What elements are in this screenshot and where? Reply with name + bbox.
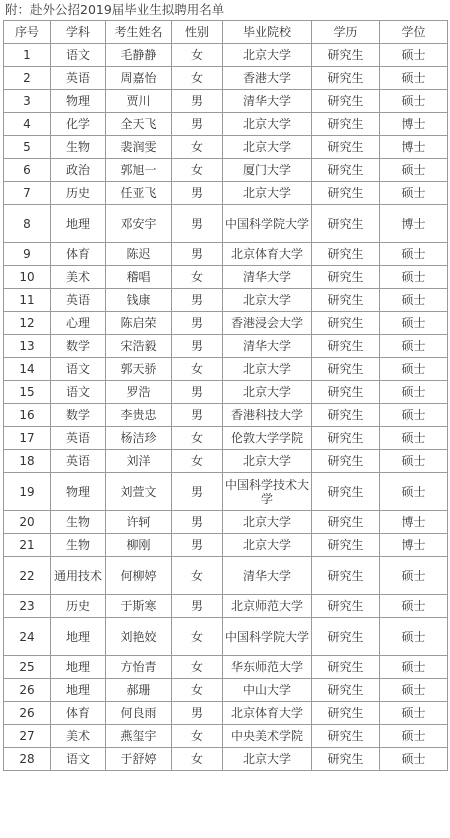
cell-school: 北京体育大学 <box>223 243 312 266</box>
table-row <box>4 679 448 702</box>
cell-index: 8 <box>4 205 51 243</box>
cell-subject: 物理 <box>51 90 106 113</box>
table-row <box>4 748 448 771</box>
cell-subject: 语文 <box>51 44 106 67</box>
table-header-row <box>4 21 448 44</box>
table-row <box>4 473 448 511</box>
cell-subject: 数学 <box>51 335 106 358</box>
table-row <box>4 159 448 182</box>
cell-school: 北京大学 <box>223 44 312 67</box>
table-row <box>4 136 448 159</box>
table-row <box>4 289 448 312</box>
cell-index: 13 <box>4 335 51 358</box>
cell-subject: 英语 <box>51 289 106 312</box>
cell-name: 何柳婷 <box>106 557 172 595</box>
cell-name: 裴润雯 <box>106 136 172 159</box>
document-caption: 附：赴外公招2019届毕业生拟聘用名单 <box>5 2 225 17</box>
cell-gender: 女 <box>172 266 223 289</box>
cell-gender: 男 <box>172 702 223 725</box>
cell-education: 研究生 <box>312 243 380 266</box>
table-row <box>4 67 448 90</box>
cell-school: 清华大学 <box>223 266 312 289</box>
cell-subject: 语文 <box>51 381 106 404</box>
cell-school: 华东师范大学 <box>223 656 312 679</box>
table-row <box>4 656 448 679</box>
cell-subject: 数学 <box>51 404 106 427</box>
cell-name: 许轲 <box>106 511 172 534</box>
cell-subject: 化学 <box>51 113 106 136</box>
cell-name: 陈迟 <box>106 243 172 266</box>
cell-index: 10 <box>4 266 51 289</box>
cell-name: 宋浩毅 <box>106 335 172 358</box>
cell-name: 罗浩 <box>106 381 172 404</box>
table-row <box>4 266 448 289</box>
cell-degree: 硕士 <box>380 595 448 618</box>
cell-school: 北京大学 <box>223 289 312 312</box>
cell-education: 研究生 <box>312 427 380 450</box>
cell-degree: 硕士 <box>380 618 448 656</box>
cell-education: 研究生 <box>312 113 380 136</box>
table-row <box>4 205 448 243</box>
cell-subject: 生物 <box>51 136 106 159</box>
table-row <box>4 182 448 205</box>
cell-index: 18 <box>4 450 51 473</box>
cell-degree: 硕士 <box>380 90 448 113</box>
cell-name: 郝珊 <box>106 679 172 702</box>
cell-index: 21 <box>4 534 51 557</box>
cell-school: 北京大学 <box>223 358 312 381</box>
cell-education: 研究生 <box>312 595 380 618</box>
cell-degree: 硕士 <box>380 679 448 702</box>
table-row <box>4 335 448 358</box>
cell-gender: 女 <box>172 450 223 473</box>
cell-index: 15 <box>4 381 51 404</box>
cell-school: 北京大学 <box>223 511 312 534</box>
cell-name: 郭天骄 <box>106 358 172 381</box>
cell-school: 香港科技大学 <box>223 404 312 427</box>
cell-gender: 女 <box>172 427 223 450</box>
cell-school: 北京大学 <box>223 748 312 771</box>
cell-education: 研究生 <box>312 266 380 289</box>
cell-education: 研究生 <box>312 534 380 557</box>
cell-school: 北京大学 <box>223 381 312 404</box>
cell-name: 稽唱 <box>106 266 172 289</box>
cell-school: 北京大学 <box>223 136 312 159</box>
cell-education: 研究生 <box>312 335 380 358</box>
cell-name: 陈启荣 <box>106 312 172 335</box>
cell-gender: 女 <box>172 159 223 182</box>
cell-education: 研究生 <box>312 381 380 404</box>
cell-subject: 英语 <box>51 427 106 450</box>
cell-name: 任亚飞 <box>106 182 172 205</box>
cell-subject: 地理 <box>51 679 106 702</box>
cell-gender: 女 <box>172 679 223 702</box>
cell-degree: 博士 <box>380 534 448 557</box>
cell-education: 研究生 <box>312 656 380 679</box>
cell-subject: 心理 <box>51 312 106 335</box>
cell-name: 刘艳姣 <box>106 618 172 656</box>
cell-school: 中国科学院大学 <box>223 205 312 243</box>
cell-degree: 硕士 <box>380 656 448 679</box>
cell-education: 研究生 <box>312 159 380 182</box>
cell-gender: 男 <box>172 511 223 534</box>
cell-name: 周嘉怡 <box>106 67 172 90</box>
cell-subject: 政治 <box>51 159 106 182</box>
table-row <box>4 534 448 557</box>
cell-degree: 硕士 <box>380 67 448 90</box>
table-row <box>4 557 448 595</box>
cell-gender: 男 <box>172 113 223 136</box>
table-row <box>4 312 448 335</box>
table-row <box>4 90 448 113</box>
cell-education: 研究生 <box>312 725 380 748</box>
cell-name: 贾川 <box>106 90 172 113</box>
cell-index: 3 <box>4 90 51 113</box>
cell-education: 研究生 <box>312 289 380 312</box>
cell-degree: 硕士 <box>380 289 448 312</box>
cell-name: 于斯寒 <box>106 595 172 618</box>
cell-school: 中山大学 <box>223 679 312 702</box>
cell-gender: 女 <box>172 557 223 595</box>
cell-degree: 硕士 <box>380 44 448 67</box>
table-row <box>4 404 448 427</box>
cell-school: 伦敦大学学院 <box>223 427 312 450</box>
cell-school: 清华大学 <box>223 557 312 595</box>
cell-school: 中央美术学院 <box>223 725 312 748</box>
cell-index: 14 <box>4 358 51 381</box>
cell-gender: 女 <box>172 136 223 159</box>
table-row <box>4 595 448 618</box>
table-row <box>4 44 448 67</box>
cell-school: 香港浸会大学 <box>223 312 312 335</box>
cell-name: 毛静静 <box>106 44 172 67</box>
cell-index: 11 <box>4 289 51 312</box>
table-row <box>4 243 448 266</box>
cell-education: 研究生 <box>312 358 380 381</box>
cell-school: 北京大学 <box>223 182 312 205</box>
cell-name: 刘洋 <box>106 450 172 473</box>
cell-education: 研究生 <box>312 473 380 511</box>
hiring-list-table <box>3 20 448 771</box>
cell-degree: 硕士 <box>380 243 448 266</box>
cell-gender: 男 <box>172 381 223 404</box>
cell-education: 研究生 <box>312 205 380 243</box>
cell-degree: 硕士 <box>380 404 448 427</box>
cell-degree: 硕士 <box>380 557 448 595</box>
cell-degree: 硕士 <box>380 725 448 748</box>
cell-gender: 男 <box>172 534 223 557</box>
cell-education: 研究生 <box>312 44 380 67</box>
cell-gender: 男 <box>172 595 223 618</box>
cell-name: 燕玺宇 <box>106 725 172 748</box>
cell-name: 邓安宇 <box>106 205 172 243</box>
cell-name: 方怡青 <box>106 656 172 679</box>
table-row <box>4 381 448 404</box>
cell-index: 24 <box>4 618 51 656</box>
cell-gender: 女 <box>172 725 223 748</box>
cell-index: 5 <box>4 136 51 159</box>
cell-degree: 硕士 <box>380 266 448 289</box>
table-row <box>4 358 448 381</box>
cell-degree: 硕士 <box>380 748 448 771</box>
cell-school: 中国科学院大学 <box>223 618 312 656</box>
cell-school: 北京体育大学 <box>223 702 312 725</box>
cell-school: 清华大学 <box>223 335 312 358</box>
cell-school: 香港大学 <box>223 67 312 90</box>
cell-degree: 博士 <box>380 511 448 534</box>
cell-school: 厦门大学 <box>223 159 312 182</box>
cell-name: 杨洁珍 <box>106 427 172 450</box>
cell-subject: 通用技术 <box>51 557 106 595</box>
cell-name: 于舒婷 <box>106 748 172 771</box>
header-gender: 性别 <box>172 21 223 44</box>
header-school: 毕业院校 <box>223 21 312 44</box>
cell-index: 16 <box>4 404 51 427</box>
cell-subject: 历史 <box>51 595 106 618</box>
cell-index: 22 <box>4 557 51 595</box>
cell-gender: 男 <box>172 473 223 511</box>
cell-name: 钱康 <box>106 289 172 312</box>
header-degree: 学位 <box>380 21 448 44</box>
table-row <box>4 725 448 748</box>
header-index: 序号 <box>4 21 51 44</box>
cell-subject: 英语 <box>51 450 106 473</box>
cell-index: 9 <box>4 243 51 266</box>
cell-subject: 地理 <box>51 205 106 243</box>
cell-gender: 女 <box>172 44 223 67</box>
table-row <box>4 113 448 136</box>
cell-education: 研究生 <box>312 748 380 771</box>
cell-gender: 女 <box>172 748 223 771</box>
cell-name: 李贵忠 <box>106 404 172 427</box>
header-subject: 学科 <box>51 21 106 44</box>
cell-school: 清华大学 <box>223 90 312 113</box>
cell-name: 刘萱文 <box>106 473 172 511</box>
header-education: 学历 <box>312 21 380 44</box>
cell-degree: 硕士 <box>380 335 448 358</box>
cell-degree: 硕士 <box>380 450 448 473</box>
cell-school: 北京大学 <box>223 113 312 136</box>
cell-subject: 美术 <box>51 725 106 748</box>
table-row <box>4 702 448 725</box>
cell-school: 北京师范大学 <box>223 595 312 618</box>
cell-degree: 博士 <box>380 113 448 136</box>
cell-school: 中国科学技术大学 <box>223 473 312 511</box>
cell-index: 20 <box>4 511 51 534</box>
cell-gender: 女 <box>172 358 223 381</box>
cell-gender: 男 <box>172 289 223 312</box>
cell-education: 研究生 <box>312 67 380 90</box>
table-row <box>4 618 448 656</box>
cell-subject: 英语 <box>51 67 106 90</box>
cell-education: 研究生 <box>312 679 380 702</box>
cell-index: 1 <box>4 44 51 67</box>
cell-degree: 硕士 <box>380 182 448 205</box>
header-name: 考生姓名 <box>106 21 172 44</box>
cell-education: 研究生 <box>312 404 380 427</box>
cell-gender: 女 <box>172 67 223 90</box>
cell-education: 研究生 <box>312 312 380 335</box>
cell-gender: 男 <box>172 404 223 427</box>
cell-index: 2 <box>4 67 51 90</box>
cell-index: 6 <box>4 159 51 182</box>
cell-gender: 男 <box>172 205 223 243</box>
cell-education: 研究生 <box>312 511 380 534</box>
cell-index: 27 <box>4 725 51 748</box>
cell-subject: 生物 <box>51 511 106 534</box>
cell-subject: 物理 <box>51 473 106 511</box>
table-body <box>4 44 448 771</box>
cell-subject: 生物 <box>51 534 106 557</box>
cell-school: 北京大学 <box>223 534 312 557</box>
cell-degree: 硕士 <box>380 312 448 335</box>
cell-degree: 博士 <box>380 205 448 243</box>
cell-index: 7 <box>4 182 51 205</box>
cell-degree: 硕士 <box>380 159 448 182</box>
cell-index: 25 <box>4 656 51 679</box>
cell-education: 研究生 <box>312 90 380 113</box>
cell-gender: 女 <box>172 618 223 656</box>
cell-gender: 男 <box>172 243 223 266</box>
cell-index: 17 <box>4 427 51 450</box>
cell-index: 23 <box>4 595 51 618</box>
cell-degree: 硕士 <box>380 427 448 450</box>
cell-gender: 男 <box>172 312 223 335</box>
cell-name: 何良雨 <box>106 702 172 725</box>
cell-subject: 语文 <box>51 748 106 771</box>
cell-gender: 男 <box>172 335 223 358</box>
table-row <box>4 450 448 473</box>
cell-degree: 博士 <box>380 136 448 159</box>
cell-subject: 历史 <box>51 182 106 205</box>
cell-gender: 男 <box>172 90 223 113</box>
cell-degree: 硕士 <box>380 381 448 404</box>
cell-index: 12 <box>4 312 51 335</box>
cell-index: 26 <box>4 679 51 702</box>
cell-index: 19 <box>4 473 51 511</box>
cell-name: 柳刚 <box>106 534 172 557</box>
cell-index: 4 <box>4 113 51 136</box>
cell-degree: 硕士 <box>380 702 448 725</box>
cell-subject: 美术 <box>51 266 106 289</box>
cell-education: 研究生 <box>312 618 380 656</box>
cell-subject: 体育 <box>51 702 106 725</box>
cell-education: 研究生 <box>312 182 380 205</box>
cell-subject: 地理 <box>51 618 106 656</box>
cell-subject: 体育 <box>51 243 106 266</box>
cell-subject: 地理 <box>51 656 106 679</box>
cell-education: 研究生 <box>312 702 380 725</box>
cell-degree: 硕士 <box>380 473 448 511</box>
cell-school: 北京大学 <box>223 450 312 473</box>
cell-subject: 语文 <box>51 358 106 381</box>
cell-name: 郭旭一 <box>106 159 172 182</box>
cell-education: 研究生 <box>312 450 380 473</box>
table-row <box>4 511 448 534</box>
cell-name: 全天飞 <box>106 113 172 136</box>
cell-index: 28 <box>4 748 51 771</box>
cell-degree: 硕士 <box>380 358 448 381</box>
cell-gender: 男 <box>172 182 223 205</box>
cell-gender: 女 <box>172 656 223 679</box>
table-row <box>4 427 448 450</box>
cell-education: 研究生 <box>312 136 380 159</box>
cell-education: 研究生 <box>312 557 380 595</box>
cell-index: 26 <box>4 702 51 725</box>
